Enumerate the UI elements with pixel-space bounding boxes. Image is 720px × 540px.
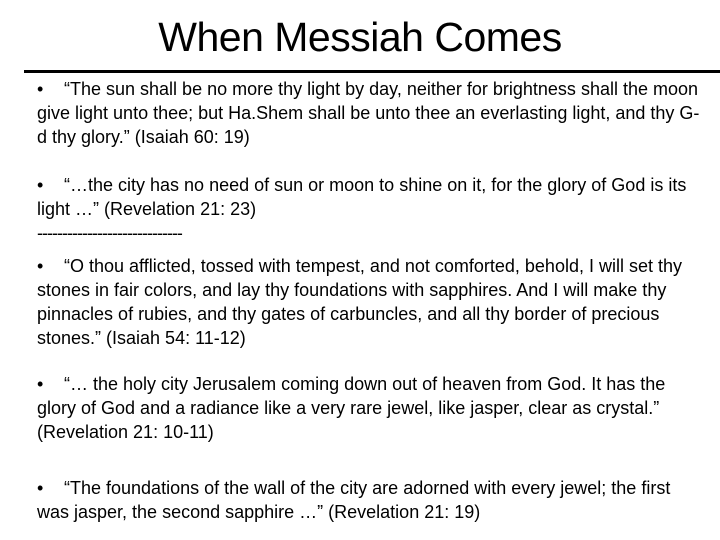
quote-text: “The sun shall be no more thy light by day, neither for brightness shall the moon give light unto thee; but Ha.Shem shall be unto thee an everlasting light, and thy G-d thy glory.” (Isaiah 60: 19) [37,79,700,147]
quote-isaiah-60-19 [37,77,705,149]
bullet-icon: • [37,175,44,195]
separator-line: ----------------------------- [37,223,182,243]
quote-isaiah-54-11-12 [37,254,705,350]
bullet-icon: • [37,256,44,276]
quote-text: “O thou afflicted, tossed with tempest, and not comforted, behold, I will set thy stones in fair colors, and lay thy foundations with sapphires. And I will make thy pinnacles of rubies, and thy gates of carbuncles, and all thy border of precious stones.” (Isaiah 54: 11-12) [37,256,682,348]
quote-revelation-21-10-11 [37,372,705,444]
quote-text: “…the city has no need of sun or moon to shine on it, for the glory of God is its light …” (Revelation 21: 23) [37,175,687,219]
quote-revelation-21-19 [37,476,705,524]
bullet-icon: • [37,79,44,99]
quote-text: “… the holy city Jerusalem coming down out of heaven from God. It has the glory of God and a radiance like a very rare jewel, like jasper, clear as crystal.” (Revelation 21: 10-11) [37,374,666,442]
title-divider [24,70,720,73]
slide-title: When Messiah Comes [158,14,562,60]
quote-revelation-21-23 [37,173,705,245]
bullet-icon: • [37,374,44,394]
quote-text: “The foundations of the wall of the city are adorned with every jewel; the first was jasper, the second sapphire …” (Revelation 21: 19) [37,478,671,522]
bullet-icon: • [37,478,44,498]
